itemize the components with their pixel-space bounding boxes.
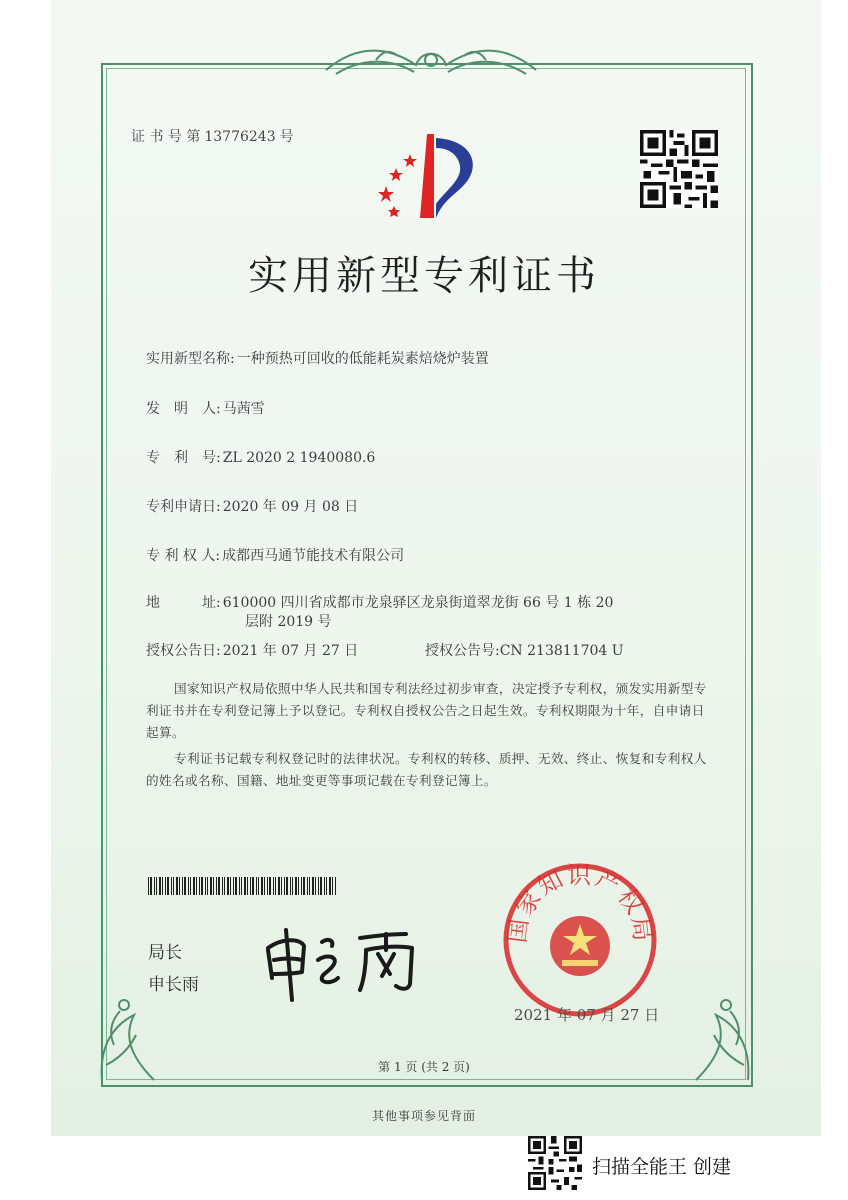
grant-number-label: 授权公告号:: [425, 643, 500, 659]
address-label: 地 址:: [146, 595, 221, 611]
utility-model-name-row: [146, 348, 489, 368]
patentee-row: [146, 545, 404, 565]
official-seal-icon: [500, 860, 660, 1020]
patentee-label: 专 利 权 人:: [146, 548, 221, 564]
utility-model-name-value: 一种预热可回收的低能耗炭素焙烧炉装置: [236, 351, 489, 367]
inventor-label: 发 明 人:: [146, 401, 221, 417]
top-ornament-icon: [316, 40, 546, 80]
inventor-row: [146, 398, 265, 418]
grant-number-row: [425, 640, 624, 660]
director-name: 申长雨: [148, 975, 199, 995]
address-line-2: 层附 2019 号: [245, 614, 332, 630]
seal-text: 国家知识产权局: [502, 861, 658, 945]
patentee-value: 成都西马通节能技术有限公司: [222, 548, 405, 564]
patent-number-value: ZL 2020 2 1940080.6: [222, 450, 376, 466]
utility-model-name-label: 实用新型名称:: [146, 351, 235, 367]
page-number: 第 1 页 (共 2 页): [378, 1060, 470, 1074]
director-title: 局长: [148, 943, 182, 963]
inventor-value: 马茜雪: [222, 401, 265, 417]
scanner-watermark-text: 扫描全能王 创建: [592, 1156, 732, 1178]
filing-date-value: 2020 年 09 月 08 日: [222, 499, 359, 515]
address-line-1: 610000 四川省成都市龙泉驿区龙泉街道翠龙街 66 号 1 栋 20: [222, 595, 614, 611]
filing-date-row: [146, 496, 358, 516]
qr-code-icon: [640, 130, 718, 208]
patent-number-label: 专 利 号:: [146, 450, 221, 466]
certificate-number-value: 13776243: [204, 129, 276, 145]
grant-date-row: [146, 640, 358, 660]
certificate-title: 实用新型专利证书: [248, 253, 600, 299]
certificate-number-suffix: 号: [279, 129, 294, 145]
seal-date: 2021 年 07 月 27 日: [514, 1006, 660, 1024]
scanner-qr-code-icon: [528, 1136, 582, 1190]
grant-date-label: 授权公告日:: [146, 643, 221, 659]
grant-date-value: 2021 年 07 月 27 日: [222, 643, 359, 659]
certificate-number: [131, 126, 298, 146]
address-row: [146, 592, 613, 612]
patent-number-row: [146, 447, 375, 467]
legal-status-paragraph: 专利证书记载专利权登记时的法律状况。专利权的转移、质押、无效、终止、恢复和专利权人的姓名或名称、国籍、地址变更等事项记载在专利登记簿上。: [146, 751, 707, 788]
cnipa-logo-icon: [372, 126, 488, 222]
reverse-side-note: 其他事项参见背面: [371, 1109, 476, 1123]
barcode-icon: [148, 877, 338, 895]
grant-statement-paragraph: 国家知识产权局依照中华人民共和国专利法经过初步审查，决定授予专利权，颁发实用新型专利证书并在专利登记簿上予以登记。专利权自授权公告之日起生效。专利权期限为十年，自申请日起算。: [146, 681, 707, 740]
certificate-number-label: 证 书 号 第: [131, 129, 201, 145]
filing-date-label: 专利申请日:: [146, 499, 221, 515]
grant-number-value: CN 213811704 U: [499, 643, 624, 659]
director-signature-icon: [262, 924, 432, 1002]
